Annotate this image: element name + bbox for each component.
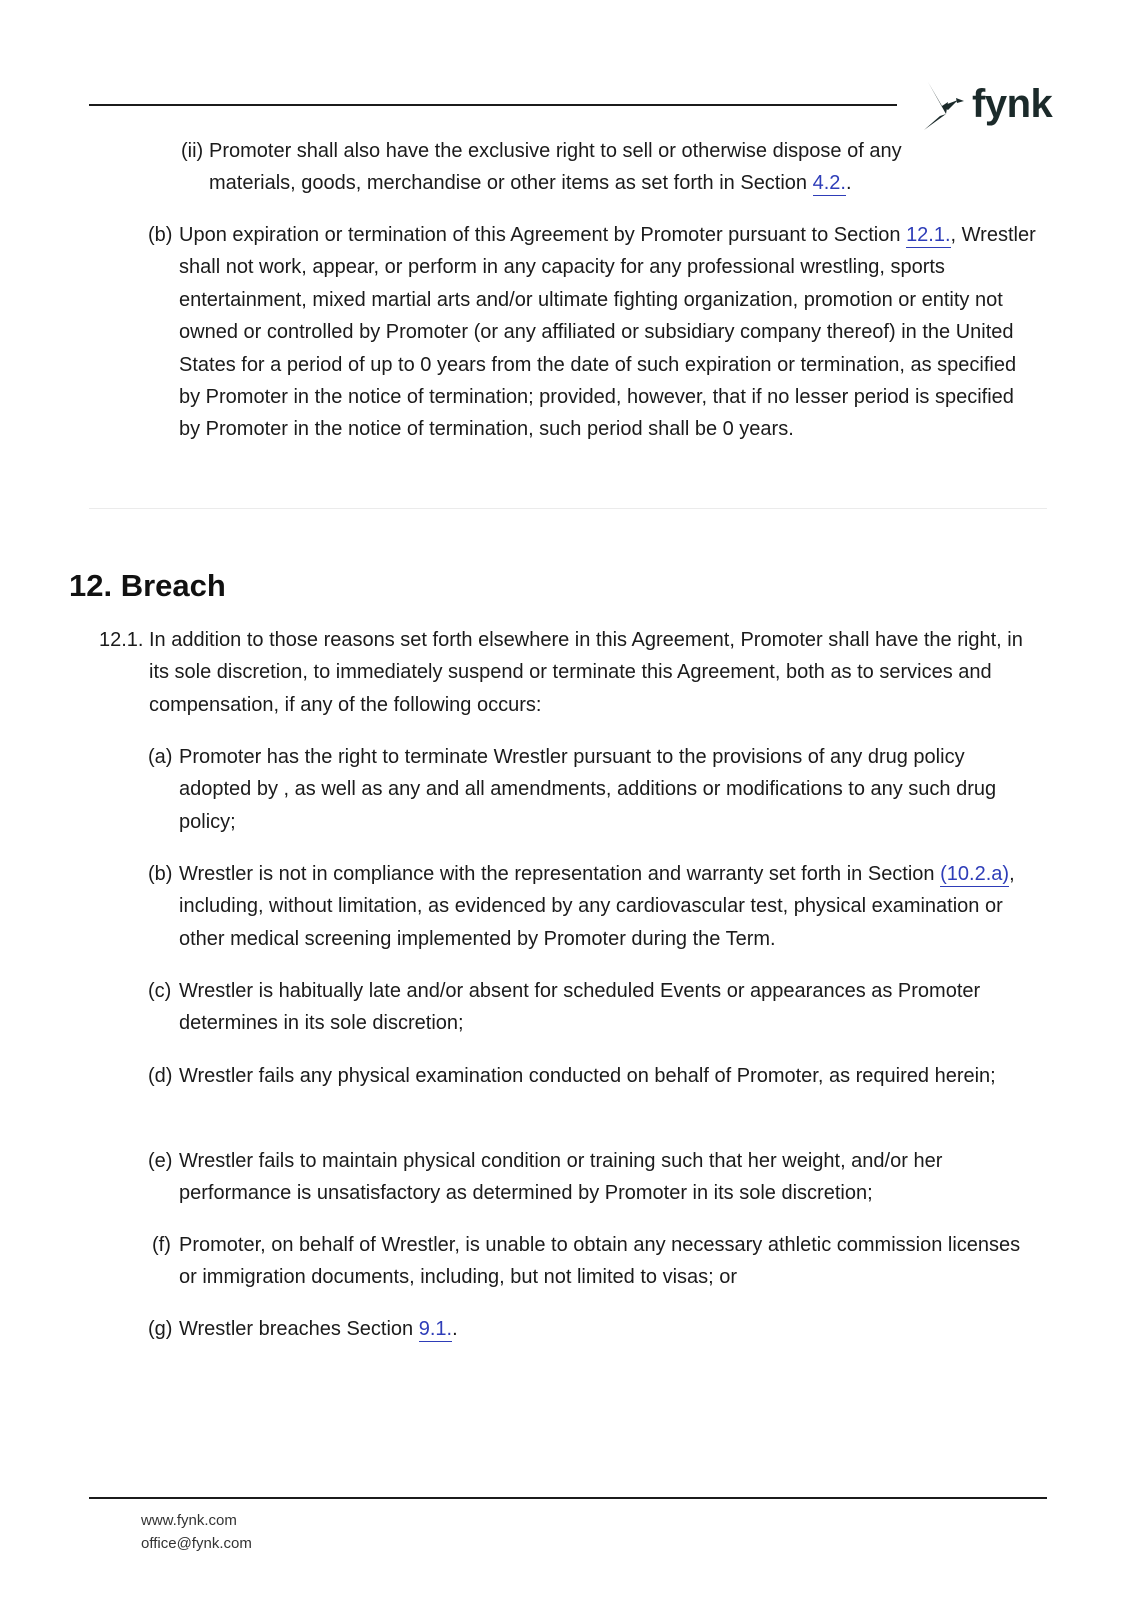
footer-website[interactable]: www.fynk.com — [141, 1512, 237, 1529]
item-number: (f) — [152, 1234, 171, 1256]
item-text: Promoter shall also have the exclusive right to sell or otherwise dispose of any materials, goods, merchandise or other items as set forth in Section 4.2.. — [209, 140, 902, 195]
list-item — [148, 975, 1049, 1040]
list-item — [148, 1313, 1039, 1345]
section-heading: 12. Breach — [69, 568, 226, 603]
item-number: (e) — [148, 1150, 173, 1172]
list-item — [181, 135, 969, 200]
item-text: Wrestler is not in compliance with the representation and warranty set forth in Section (10.2.a), including, without limitation, as evidenced by any cardiovascular test, physical examination or other medical screening implemented by Promoter during the Term. — [179, 863, 1015, 950]
item-number: (d) — [148, 1065, 173, 1087]
clause — [99, 624, 1029, 721]
clause-text: In addition to those reasons set forth elsewhere in this Agreement, Promoter shall have the right, in its sole discretion, to immediately suspend or terminate this Agreement, both as to services and compensation, if any of the following occurs: — [149, 629, 1023, 716]
footer-email[interactable]: office@fynk.com — [141, 1535, 252, 1552]
list-item — [148, 741, 1039, 838]
item-number: (a) — [148, 746, 173, 768]
fynk-logo — [918, 80, 1053, 136]
list-item — [152, 1229, 1039, 1294]
item-number: (ii) — [181, 140, 204, 162]
brand-name: fynk — [972, 82, 1053, 126]
item-text: Wrestler breaches Section 9.1.. — [179, 1318, 458, 1340]
list-item — [148, 1060, 1039, 1092]
item-text: Promoter has the right to terminate Wrestler pursuant to the provisions of any drug policy adopted by , as well as any and all amendments, additions or modifications to any such drug policy; — [179, 746, 997, 833]
list-item — [148, 219, 1039, 446]
item-number: (b) — [148, 863, 173, 885]
bird-logo-icon — [918, 80, 970, 136]
item-text: Wrestler fails any physical examination conducted on behalf of Promoter, as required herein; — [179, 1065, 996, 1087]
clause-number: 12.1. — [99, 629, 144, 651]
item-number: (b) — [148, 224, 173, 246]
section-link-4-2[interactable]: 4.2. — [812, 172, 846, 195]
section-link-10-2-a[interactable]: (10.2.a) — [940, 863, 1010, 885]
list-item — [148, 858, 1039, 955]
footer — [141, 1509, 252, 1555]
header-rule — [89, 104, 897, 106]
section-link-12-1[interactable]: 12.1. — [906, 224, 951, 246]
section-link-9-1[interactable]: 9.1. — [418, 1318, 453, 1340]
item-text: Upon expiration or termination of this Agreement by Promoter pursuant to Section 12.1., Wrestler shall not work, appear, or perform in any capacity for any professional wrestling, sports entertainment, mixed martial arts and/or ultimate fighting organization, promotion or entity not owned or controlled by Promoter (or any affiliated or subsidiary company thereof) in the United States for a period of up to 0 years from the date of such expiration or termination, as specified by Promoter in the notice of termination; provided, however, that if no lesser period is specified by Promoter in the notice of termination, such period shall be 0 years. — [179, 224, 1036, 441]
item-number: (c) — [148, 980, 172, 1002]
list-item — [148, 1145, 1039, 1210]
footer-rule — [89, 1497, 1047, 1499]
item-text: Wrestler fails to maintain physical condition or training such that her weight, and/or her performance is unsatisfactory as determined by Promoter in its sole discretion; — [179, 1150, 943, 1205]
section-divider — [89, 508, 1047, 509]
item-number: (g) — [148, 1318, 173, 1340]
item-text: Wrestler is habitually late and/or absent for scheduled Events or appearances as Promoter determines in its sole discretion; — [179, 980, 981, 1035]
item-text: Promoter, on behalf of Wrestler, is unable to obtain any necessary athletic commission licenses or immigration documents, including, but not limited to visas; or — [179, 1234, 1021, 1289]
